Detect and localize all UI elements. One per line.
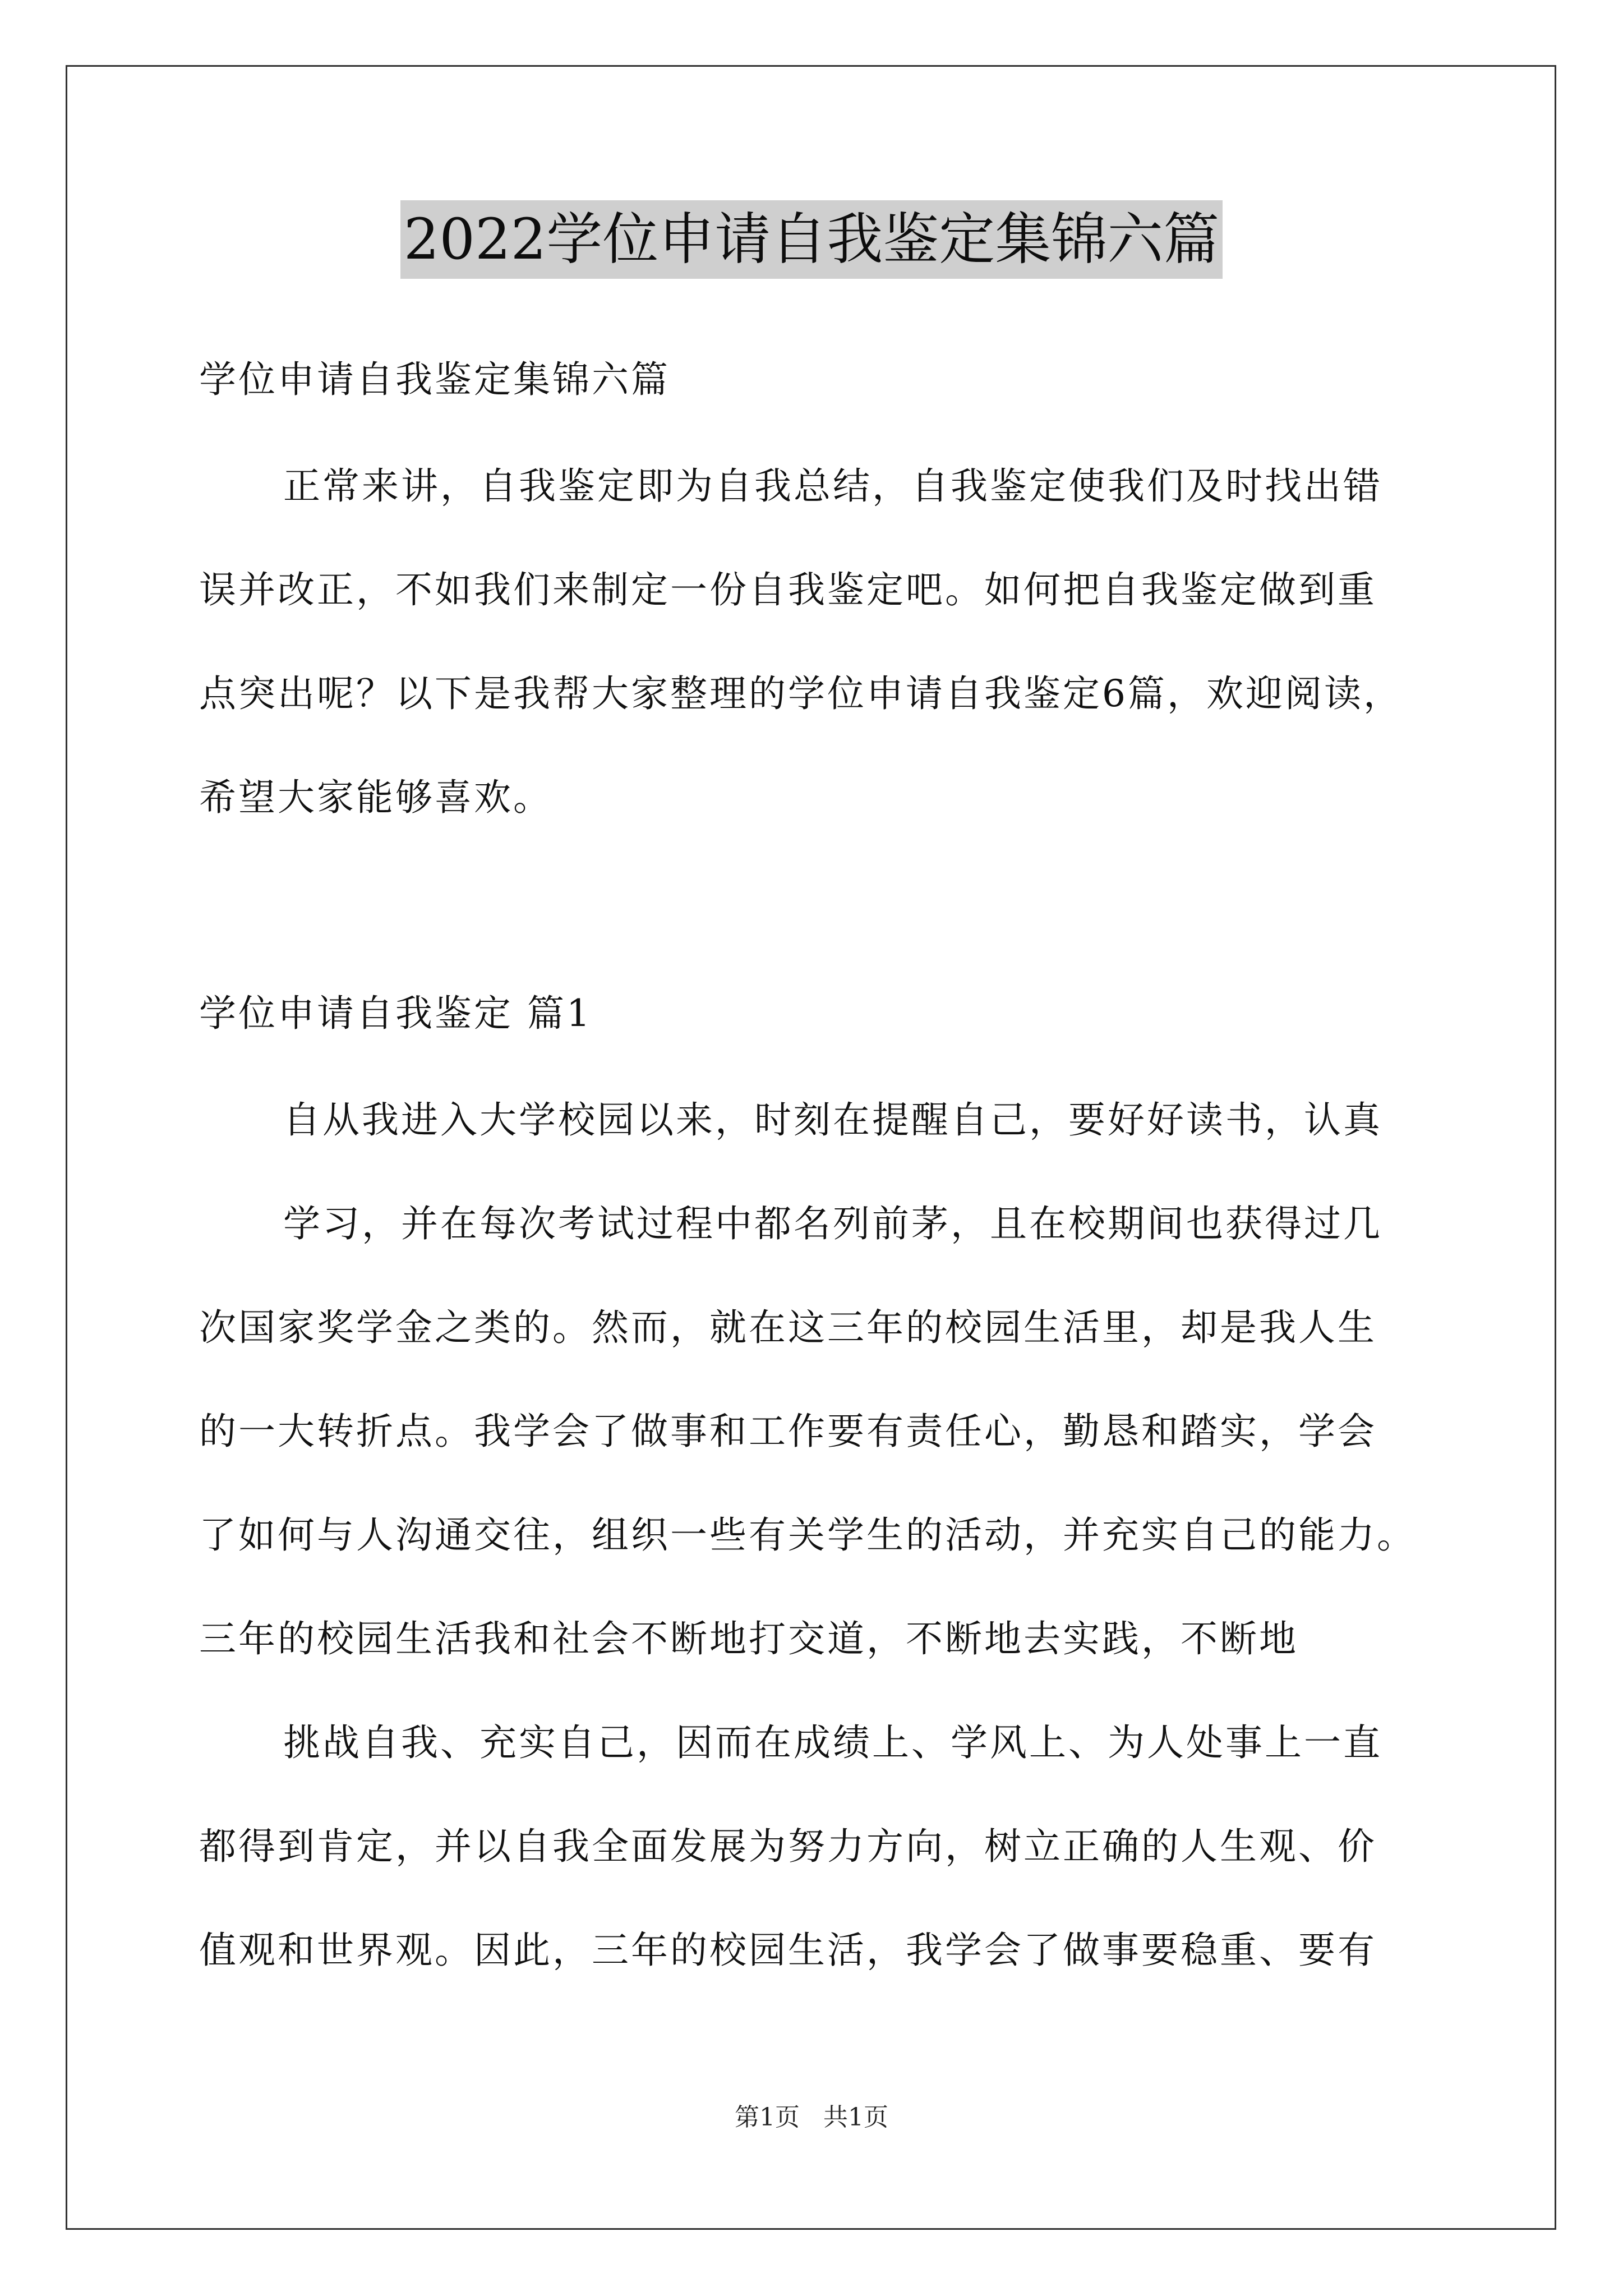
body-line: 自从我进入大学校园以来，时刻在提醒自己，要好好读书，认真 (283, 1098, 1382, 1142)
intro-line: 正常来讲，自我鉴定即为自我总结，自我鉴定使我们及时找出错 (283, 464, 1382, 508)
body-line: 值观和世界观。因此，三年的校园生活，我学会了做事要稳重、要有 (199, 1929, 1377, 1972)
intro-line: 希望大家能够喜欢。 (199, 776, 552, 819)
document-title: 2022学位申请自我鉴定集锦六篇 (400, 200, 1223, 279)
title-container (0, 200, 1623, 279)
intro-line: 点突出呢？以下是我帮大家整理的学位申请自我鉴定6篇，欢迎阅读， (199, 672, 1403, 715)
body-line: 了如何与人沟通交往，组织一些有关学生的活动，并充实自己的能力。 (199, 1513, 1416, 1557)
body-line: 次国家奖学金之类的。然而，就在这三年的校园生活里，却是我人生 (199, 1306, 1377, 1349)
page-footer: 第1页 共1页 (735, 2103, 888, 2132)
document-subtitle: 学位申请自我鉴定集锦六篇 (199, 358, 670, 401)
body-line: 的一大转折点。我学会了做事和工作要有责任心，勤恳和踏实，学会 (199, 1410, 1377, 1453)
body-line: 三年的校园生活我和社会不断地打交道，不断地去实践，不断地 (199, 1617, 1298, 1660)
intro-line: 误并改正，不如我们来制定一份自我鉴定吧。如何把自我鉴定做到重 (199, 568, 1377, 611)
body-line: 都得到肯定，并以自我全面发展为努力方向，树立正确的人生观、价 (199, 1825, 1377, 1868)
body-line: 挑战自我、充实自己，因而在成绩上、学风上、为人处事上一直 (283, 1721, 1382, 1764)
section-heading: 学位申请自我鉴定 篇1 (199, 992, 592, 1035)
body-line: 学习，并在每次考试过程中都名列前茅，且在校期间也获得过几 (283, 1202, 1382, 1245)
